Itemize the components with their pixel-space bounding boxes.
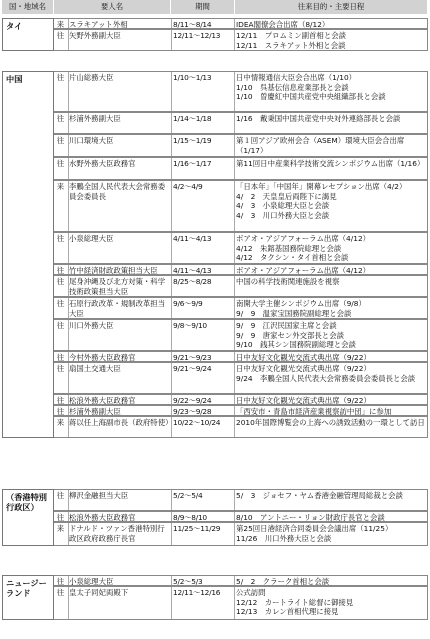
table-row — [54, 394, 428, 405]
dignitary-cell: 杉浦外務副大臣 — [69, 114, 121, 123]
table-row — [54, 134, 428, 157]
purpose-line: 12/11 スラキアット外相と会談 — [236, 40, 346, 50]
column-divider — [234, 395, 235, 404]
column-divider — [234, 363, 235, 393]
period-cell: 9/8～9/10 — [173, 321, 207, 330]
column-divider — [234, 158, 235, 179]
purpose-line: 第１回アジア欧州会合（ASEM）環境大臣会合出席（1/17） — [236, 136, 405, 155]
purpose-line: 日中友好文化観光交流式典出席（9/22） — [236, 364, 371, 373]
column-divider — [171, 135, 172, 156]
table-row — [54, 351, 428, 362]
purpose-line: 12/13 カレン首相代理に接見 — [236, 607, 339, 617]
direction-cell: 往 — [56, 321, 65, 330]
purpose-line: ボアオ・アジアフォーラム出席（4/12） — [236, 234, 371, 243]
header-period: 期間 — [171, 0, 235, 14]
dignitary-cell: 矢野外務副大臣 — [69, 31, 121, 40]
table-row — [54, 297, 428, 319]
region-cell: ニュージーランド — [2, 575, 54, 620]
column-divider — [234, 523, 235, 545]
dignitary-cell: 川口環境大臣 — [69, 136, 114, 145]
dignitary-cell: 竹中経済財政政策担当大臣 — [69, 266, 158, 275]
table-row — [54, 319, 428, 351]
purpose-line: 1/10 呉基伝信息産業部長と会談 — [236, 82, 349, 92]
table-row — [54, 362, 428, 394]
column-divider — [171, 233, 172, 263]
table-row — [54, 29, 428, 51]
direction-cell: 往 — [56, 364, 65, 373]
purpose-cell — [236, 277, 426, 287]
column-divider — [234, 72, 235, 111]
purpose-cell — [236, 234, 426, 263]
header-purpose: 往来目的・主要日程 — [235, 0, 428, 14]
purpose-cell — [236, 114, 426, 124]
direction-cell: 来 — [56, 524, 65, 533]
table-row — [54, 232, 428, 264]
period-cell: 4/11～4/13 — [173, 234, 212, 243]
dignitary-cell: 小泉総理大臣 — [69, 577, 114, 586]
table-row — [54, 405, 428, 416]
header-name: 要人名 — [54, 0, 171, 14]
purpose-cell — [236, 299, 426, 318]
purpose-line: 公式訪問 — [236, 588, 266, 597]
header-region: 国・地域名 — [2, 0, 54, 14]
purpose-cell — [236, 524, 426, 543]
purpose-line: 日中友好文化観光交流式典出席（9/22） — [236, 353, 371, 362]
period-cell: 1/15～1/19 — [173, 136, 212, 145]
table-row — [54, 575, 428, 586]
period-cell: 9/23～9/28 — [173, 407, 212, 416]
purpose-line: ボアオ・アジアフォーラム出席（4/12） — [236, 266, 371, 275]
table-row — [54, 112, 428, 134]
purpose-cell — [236, 73, 426, 102]
column-divider — [171, 587, 172, 619]
purpose-line: 4/ 2 天皇皇后両陛下に謁見 — [236, 191, 337, 201]
column-divider — [171, 490, 172, 510]
period-cell: 5/2～5/4 — [173, 491, 203, 500]
table-row — [54, 264, 428, 275]
dignitary-cell: 石原行政改革・規制改革担当大臣 — [69, 299, 166, 318]
direction-cell: 往 — [56, 136, 65, 145]
column-divider — [234, 276, 235, 296]
purpose-cell — [236, 364, 426, 383]
period-cell: 4/11～4/13 — [173, 266, 212, 275]
column-divider — [171, 406, 172, 415]
column-divider — [234, 113, 235, 133]
table-row — [54, 180, 428, 232]
column-divider — [171, 113, 172, 133]
period-cell: 1/10～1/13 — [173, 73, 212, 82]
period-cell: 11/25～11/29 — [173, 524, 221, 533]
column-divider — [234, 576, 235, 585]
column-divider — [234, 181, 235, 231]
direction-cell: 往 — [56, 159, 65, 168]
column-divider — [234, 352, 235, 361]
column-divider — [171, 576, 172, 585]
column-divider — [171, 512, 172, 521]
purpose-line: 9/ 9 温家宝国務院副総理と会談 — [236, 308, 352, 318]
table-row — [54, 416, 428, 438]
dignitary-cell: 蒋以任上海副市長（政府特使） — [69, 418, 173, 427]
purpose-line: 「日本年」「中国年」開幕レセプション出席（4/2） — [236, 182, 407, 191]
direction-cell: 来 — [56, 182, 65, 191]
purpose-line: 4/ 3 小泉総理大臣と会談 — [236, 201, 330, 211]
period-cell: 1/14～1/18 — [173, 114, 212, 123]
direction-cell: 往 — [56, 277, 65, 286]
column-divider — [234, 490, 235, 510]
dignitary-cell: 柳沢金融担当大臣 — [69, 491, 129, 500]
direction-cell: 往 — [56, 299, 65, 308]
dignitary-cell: 李鵬全国人民代表大会常務委員会委員長 — [69, 182, 166, 201]
direction-cell: 往 — [56, 491, 65, 500]
purpose-line: 11/26 川口外務大臣と会談 — [236, 533, 332, 543]
column-divider — [171, 72, 172, 111]
table-row — [54, 18, 428, 29]
column-divider — [171, 298, 172, 318]
period-cell: 9/21～9/23 — [173, 353, 212, 362]
table-row — [54, 511, 428, 522]
direction-cell: 往 — [56, 407, 65, 416]
column-divider — [171, 19, 172, 28]
purpose-line: 「西安市・青島市経済産業視察訪中団」に参加 — [236, 407, 392, 416]
dignitary-cell: 水野外務大臣政務官 — [69, 159, 136, 168]
column-divider — [171, 181, 172, 231]
purpose-line: 第25回日港経済合同委員会会議出席（11/25） — [236, 524, 393, 533]
direction-cell: 来 — [56, 20, 65, 29]
table-row — [54, 586, 428, 620]
purpose-line: 9/24 李鵬全国人民代表大会常務委員会委員長と会談 — [236, 373, 416, 383]
column-divider — [234, 30, 235, 50]
column-divider — [234, 320, 235, 350]
dignitary-cell: スラキアット外相 — [69, 20, 128, 29]
purpose-cell — [236, 491, 426, 501]
direction-cell: 往 — [56, 31, 65, 40]
purpose-line: 4/12 タクシン・タイ首相と会談 — [236, 253, 349, 263]
dignitary-cell: 川口外務大臣 — [69, 321, 114, 330]
dignitary-cell: 杉浦外務副大臣 — [69, 407, 121, 416]
purpose-cell — [236, 321, 426, 350]
purpose-line: IDEA閣僚会合出席（8/12） — [236, 20, 330, 29]
period-cell: 9/22～9/24 — [173, 396, 212, 405]
purpose-line: 1/16 戴秉国中国共産党中央対外連絡部長と会談 — [236, 114, 401, 123]
column-divider — [171, 395, 172, 404]
purpose-cell — [236, 182, 426, 220]
column-divider — [234, 265, 235, 274]
direction-cell: 往 — [56, 396, 65, 405]
purpose-line: 12/11 プロムミン副首相と会談 — [236, 31, 346, 40]
purpose-cell — [236, 418, 426, 428]
dignitary-cell: 松浪外務大臣政務官 — [69, 396, 136, 405]
purpose-line: 2010年国際博覧会の上海への誘致活動の一環として訪日 — [236, 418, 425, 427]
period-cell: 12/11～12/16 — [173, 588, 221, 597]
direction-cell: 往 — [56, 266, 65, 275]
dignitary-cell: ドナルド・ツァン香港特別行政区政府政務庁長官 — [69, 524, 165, 543]
purpose-cell — [236, 31, 426, 50]
column-divider — [234, 19, 235, 28]
dignitary-cell: 皇太子同妃両殿下 — [69, 588, 129, 597]
column-divider — [171, 158, 172, 179]
column-divider — [171, 30, 172, 50]
column-divider — [234, 233, 235, 263]
dignitary-cell: 今村外務大臣政務官 — [69, 353, 136, 362]
table-row — [54, 522, 428, 546]
column-divider — [171, 363, 172, 393]
purpose-line: 1/10 曽慶紅中国共産党中央組織部長と会談 — [236, 92, 386, 102]
purpose-line: 日中情報通信大臣会合出席（1/10） — [236, 73, 357, 82]
purpose-line: 中国の科学技術関連施設を視察 — [236, 277, 340, 286]
table-row — [54, 157, 428, 180]
purpose-line: 4/12 朱鎔基国務院総理と会談 — [236, 243, 342, 253]
dignitary-cell: 尾身沖縄及び北方対策・科学技術政策担当大臣 — [69, 277, 166, 296]
column-divider — [171, 276, 172, 296]
purpose-cell — [236, 136, 426, 155]
region-cell: タイ — [2, 18, 54, 51]
column-divider — [171, 265, 172, 274]
direction-cell: 往 — [56, 353, 65, 362]
column-divider — [234, 135, 235, 156]
column-divider — [171, 523, 172, 545]
purpose-line: 5/ 3 ジョセフ・ヤム香港金融管理局総裁と会談 — [236, 491, 403, 500]
direction-cell: 往 — [56, 234, 65, 243]
region-cell: （香港特別行政区） — [2, 489, 54, 546]
period-cell: 8/25～8/28 — [173, 277, 212, 286]
purpose-line: 南開大学主催シンポジウム出席（9/8） — [236, 299, 366, 308]
column-divider — [234, 512, 235, 521]
purpose-cell — [236, 159, 426, 169]
dignitary-cell: 片山総務大臣 — [69, 73, 114, 82]
period-cell: 12/11～12/13 — [173, 31, 221, 40]
column-divider — [234, 587, 235, 619]
direction-cell: 来 — [56, 418, 65, 427]
period-cell: 5/2～5/3 — [173, 577, 203, 586]
column-divider — [171, 320, 172, 350]
purpose-line: 12/12 カートライト総督に御接見 — [236, 597, 354, 607]
direction-cell: 往 — [56, 114, 65, 123]
purpose-cell — [236, 588, 426, 617]
purpose-line: 第11回日中産業科学技術交流シンポジウム出席（1/16） — [236, 159, 425, 168]
period-cell: 8/11～8/14 — [173, 20, 212, 29]
dignitary-cell: 扇国土交通大臣 — [69, 364, 121, 373]
column-divider — [234, 406, 235, 415]
purpose-line: 8/10 アントニー・リョン財政庁長官と会談 — [236, 513, 385, 522]
period-cell: 8/9～8/10 — [173, 513, 207, 522]
period-cell: 4/2～4/9 — [173, 182, 203, 191]
table-row — [54, 489, 428, 511]
dignitary-cell: 松浪外務大臣政務官 — [69, 513, 136, 522]
period-cell: 9/21～9/24 — [173, 364, 212, 373]
purpose-line: 日中友好文化観光交流式典出席（9/22） — [236, 396, 371, 405]
purpose-line: 9/ 9 唐家セン外交部長と会談 — [236, 330, 344, 340]
purpose-line: 4/ 3 川口外務大臣と会談 — [236, 210, 330, 220]
period-cell: 1/16～1/17 — [173, 159, 212, 168]
direction-cell: 往 — [56, 73, 65, 82]
direction-cell: 往 — [56, 588, 65, 597]
purpose-line: 9/10 銭其シン国務院副総理と会談 — [236, 340, 356, 350]
direction-cell: 往 — [56, 513, 65, 522]
table-row — [54, 275, 428, 297]
purpose-line: 9/ 9 江沢民国家主席と会談 — [236, 321, 337, 330]
purpose-line: 5/ 2 クラーク首相と会談 — [236, 577, 330, 586]
column-divider — [234, 298, 235, 318]
table-row — [54, 71, 428, 112]
column-divider — [234, 417, 235, 437]
region-cell: 中国 — [2, 71, 54, 438]
period-cell: 10/22～10/24 — [173, 418, 221, 427]
direction-cell: 往 — [56, 577, 65, 586]
period-cell: 9/6～9/9 — [173, 299, 203, 308]
column-divider — [171, 352, 172, 361]
dignitary-cell: 小泉総理大臣 — [69, 234, 114, 243]
